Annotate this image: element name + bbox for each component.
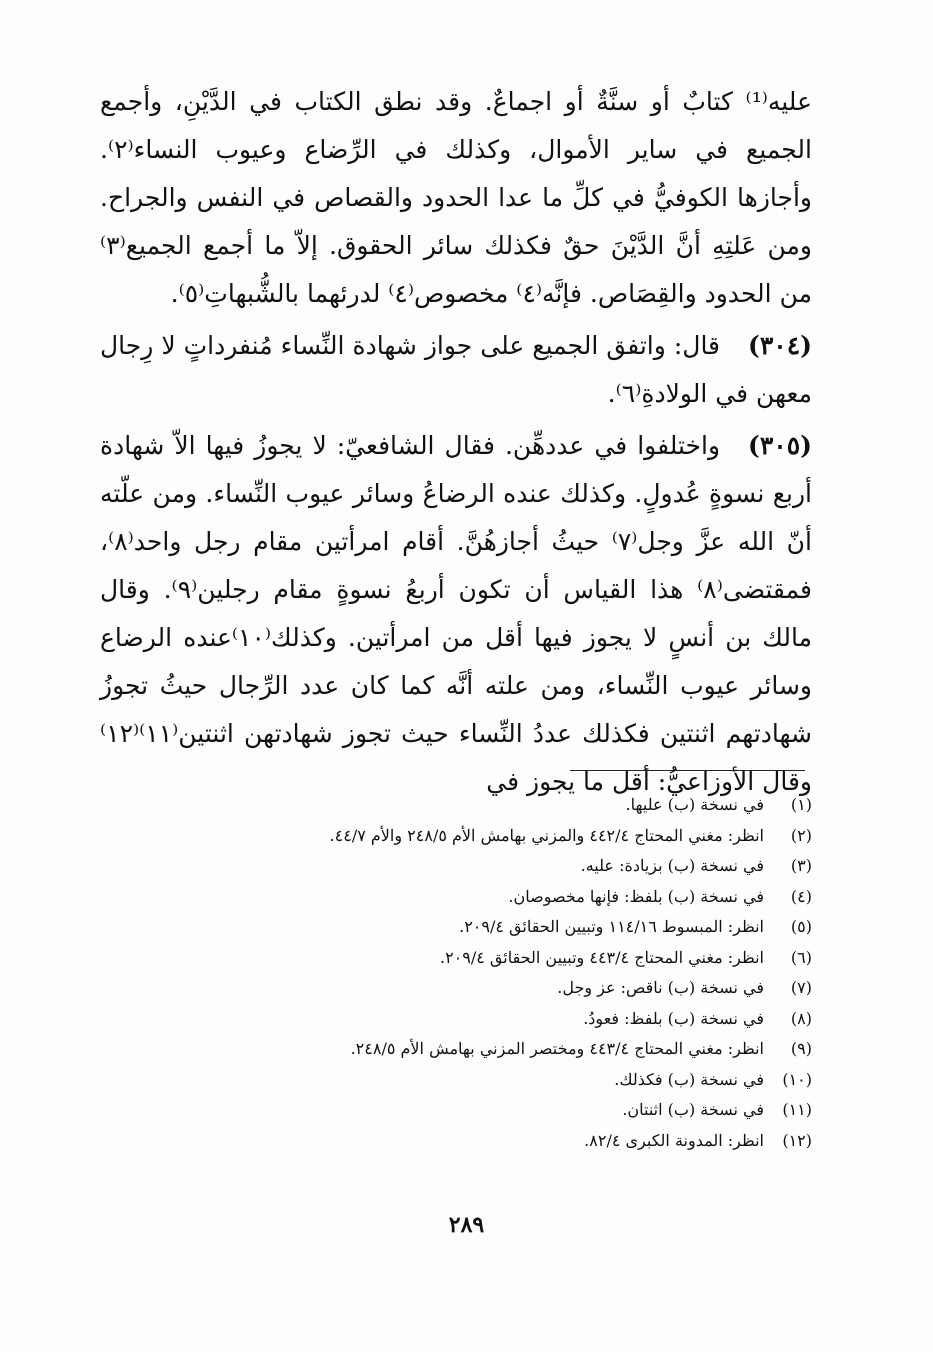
footnote-text: في نسخة (ب) ناقص: عز وجل. [557,978,764,997]
footnote-text: في نسخة (ب) بلفظ: فإنها مخصوصان. [508,886,764,906]
footnote-text: في نسخة (ب) بلفظ: فعودُ. [583,1008,764,1028]
footnote [100,1004,812,1035]
footnote [100,1065,812,1096]
paragraph-305-text: واختلفوا في عددهِّن. فقال الشافعيّ: لا يجوزُ فيها الاّ شهادة أربع نسوةٍ عُدولٍ. وكذلك عنده الرضاعُ وسائر عيوب النِّساء. ومن علّته أنّ الله عزَّ وجل⁽٧⁾ حيثُ أجازهُنَّ. أقام امرأتين مقام رجل واحد⁽٨⁾، فمقتضى⁽٨⁾ هذا القياس أن تكون أربعُ نسوةٍ مقام رجلين⁽٩⁾. وقال مالك بن أنسٍ لا يجوز فيها أقل من امرأتين. وكذلك⁽١٠⁾عنده الرضاع وسائر عيوب النِّساء، ومن علته أنَّه كما كان عدد الرِّجال حيثُ تجوزُ شهادتهم اثنتين فكذلك عددُ النِّساء حيث تجوز شهادتهن اثنتين⁽١١⁾⁽١٢⁾وقال الأوزاعيُّ: أقل ما يجوز في [100,431,812,796]
paragraph-1: عليه⁽¹⁾ كتابٌ أو سنَّةٌ أو اجماعٌ. وقد نطق الكتاب في الدَّيْنِ، وأجمع الجميع في ساير الأموال، وكذلك في الرِّضاع وعيوب النساء⁽٢⁾. وأجازها الكوفيُّ في كلِّ ما عدا الحدود والقصاص في النفس والجراح. ومن عَلتِهِ أنَّ الدَّيْنَ حقٌ فكذلك سائر الحقوق. إلاّ ما أجمع الجميع⁽٣⁾ من الحدود والقِصَاص. فإنَّه⁽٤⁾ مخصوص⁽٤⁾ لدرئهما بالشُّبهاتِ⁽٥⁾. [100,87,812,308]
footnote-text: في نسخة (ب) بزيادة: عليه. [580,856,764,875]
footnote [100,943,812,974]
footnote [100,821,812,852]
paragraph-number-305: (٣٠٥) [748,431,812,460]
paragraph-304 [100,322,812,418]
footnotes-list [100,790,812,1156]
footnote-text: انظر: مغني المحتاج ٤٤٢/٤ والمزني بهامش الأم ٢٤٨/٥ والأم ٤٤/٧. [329,825,764,845]
footnote [100,790,812,821]
footnote-number: (٨) [790,1008,812,1028]
footnote-text: انظر: المبسوط ١١٤/١٦ وتبيين الحقائق ٢٠٩/٤. [459,917,764,936]
footnote-number: (٧) [790,978,812,997]
footnote [100,882,812,913]
page-number: ٢٨٩ [448,1212,485,1238]
footnote [100,973,812,1004]
paragraph-305 [100,422,812,806]
footnote-number: (٩) [790,1039,812,1058]
footnote-text: في نسخة (ب) فكذلك. [614,1069,764,1089]
footnote [100,1095,812,1126]
footnote [100,912,812,943]
footnote-number: (٣) [790,856,812,875]
paragraph-304-text: قال: واتفق الجميع على جواز شهادة النِّساء مُنفرداتٍ لا رِجال معهن في الولادةِ⁽٦⁾. [100,331,812,408]
footnote-text: في نسخة (ب) اثنتان. [622,1100,764,1119]
paragraph-number-304: (٣٠٤) [748,331,812,360]
footnote-number: (١٠) [782,1069,812,1089]
footnote [100,851,812,882]
footnote-text: انظر: المدونة الكبرى ٨٢/٤. [584,1130,764,1150]
footnote-number: (٥) [790,917,812,936]
footnote-number: (٢) [790,825,812,845]
footnote-number: (١١) [782,1100,812,1119]
footnote-text: في نسخة (ب) عليها. [625,795,764,814]
footnote-separator [570,770,805,771]
footnote-text: انظر: مغني المحتاج ٤٤٣/٤ وتبيين الحقائق ٢٠٩/٤. [439,947,764,967]
footnote-number: (١) [790,795,812,814]
footnote-number: (٦) [790,947,812,967]
footnote-number: (١٢) [782,1130,812,1150]
footnote-number: (٤) [790,886,812,906]
footnote [100,1034,812,1065]
footnote [100,1126,812,1157]
footnote-text: انظر: مغني المحتاج ٤٤٣/٤ ومختصر المزني بهامش الأم ٢٤٨/٥. [350,1039,764,1058]
